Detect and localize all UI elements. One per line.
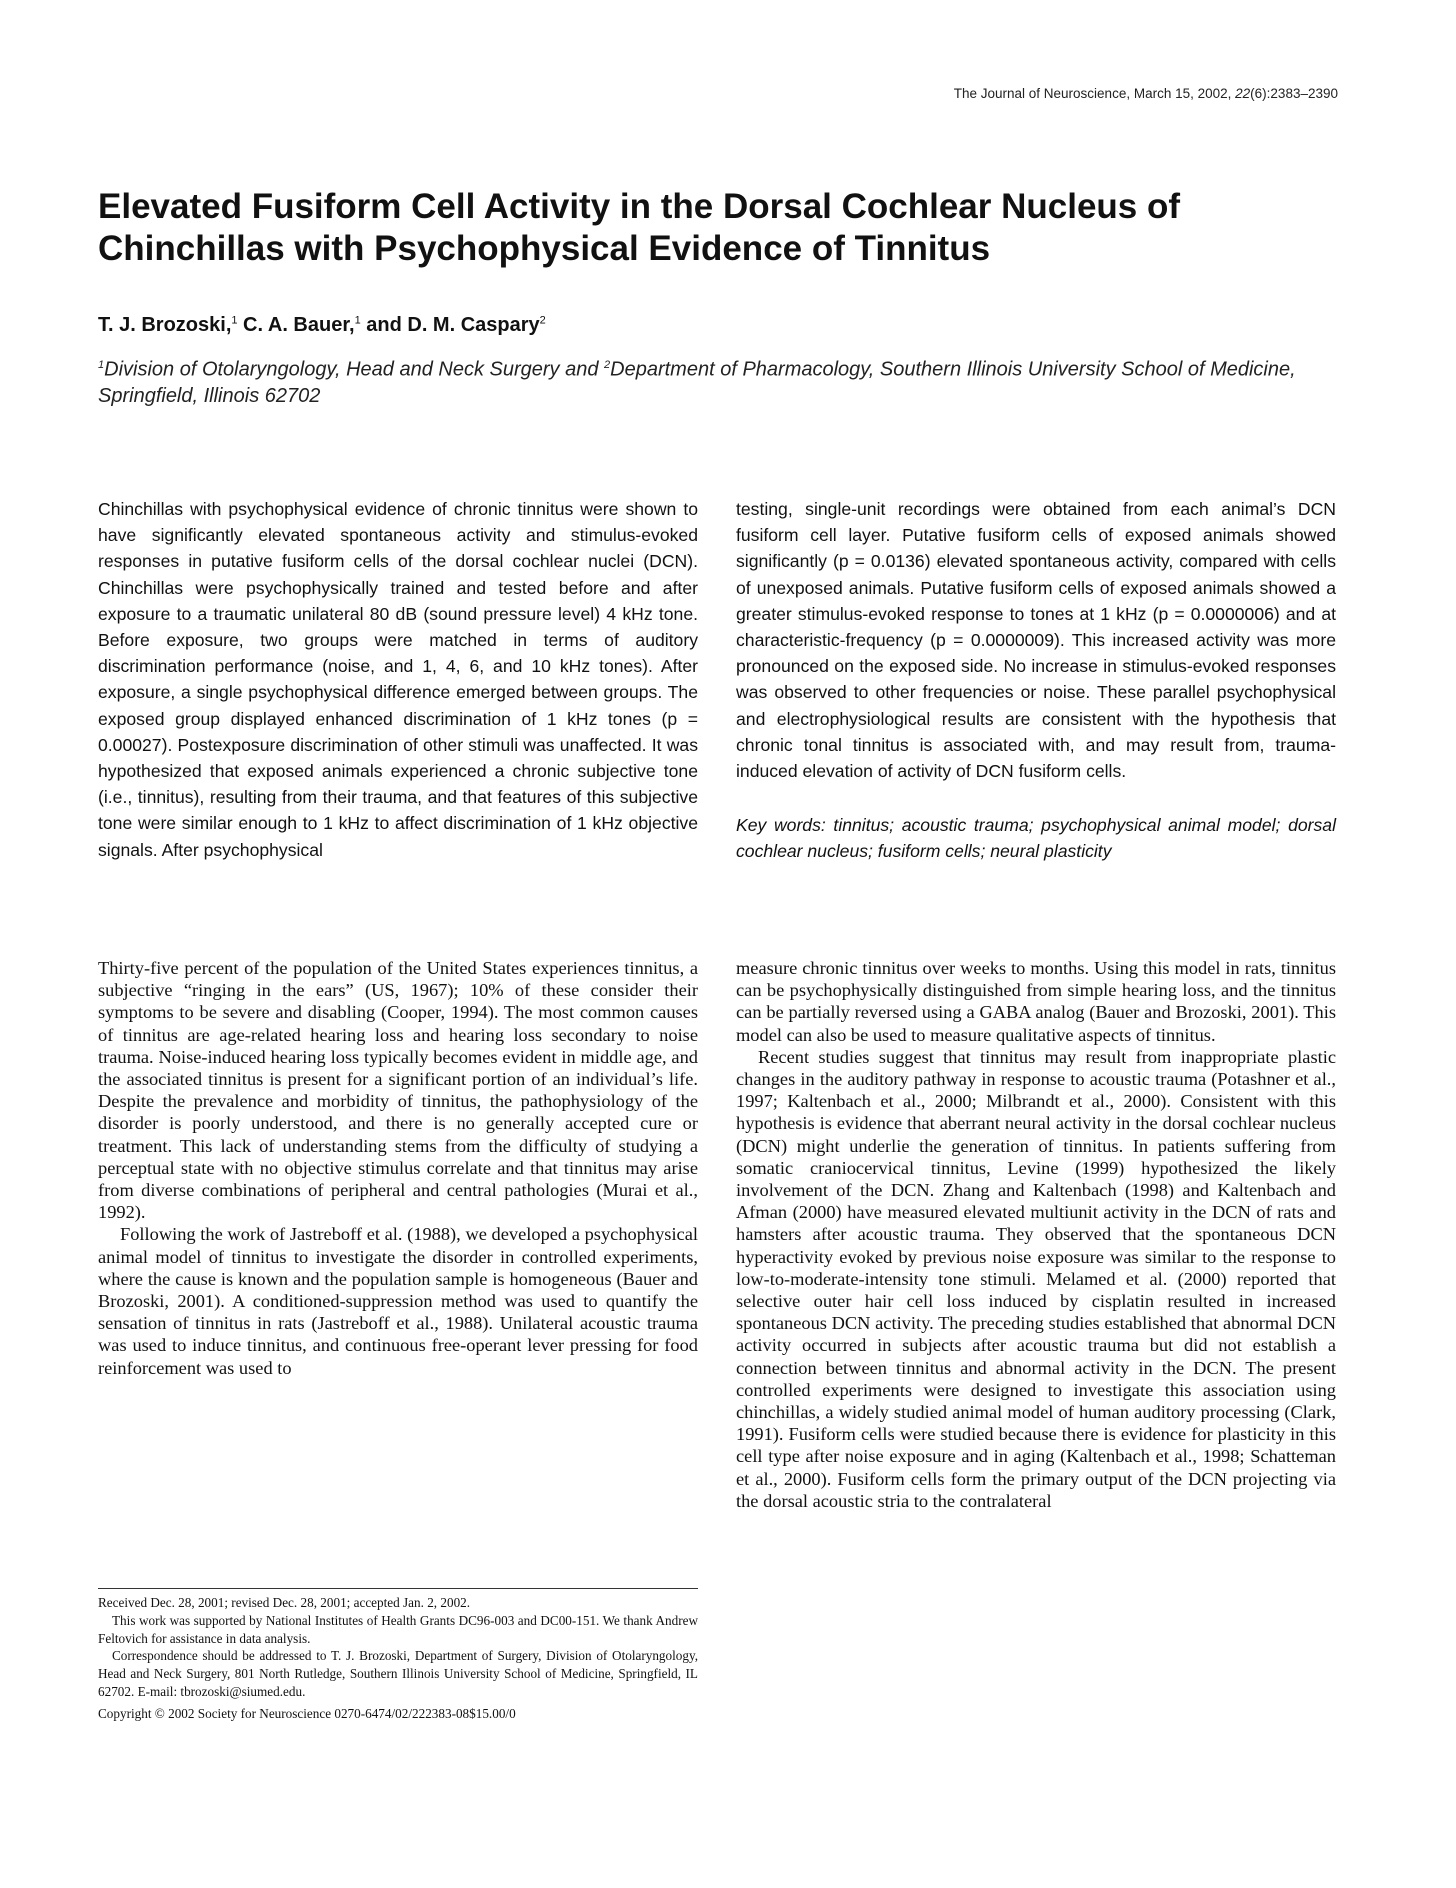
affiliation-2: Department of Pharmacology, Southern Illinois University School of Medicine, Springfield, Illinois 62702 <box>98 358 1296 407</box>
footnote-divider <box>98 1588 698 1589</box>
affiliation-1: Division of Otolaryngology, Head and Neck Surgery and <box>104 358 605 381</box>
abstract-left-column <box>98 496 698 863</box>
abstract-text-left: Chinchillas with psychophysical evidence of chronic tinnitus were shown to have significantly elevated spontaneous activity and stimulus-evoked responses in putative fusiform cells of the dorsal cochlear nuclei (DCN). Chinchillas were psychophysically trained and tested before and after exposure to a traumatic unilateral 80 dB (sound pressure level) 4 kHz tone. Before exposure, two groups were matched in terms of auditory discrimination performance (noise, and 1, 4, 6, and 10 kHz tones). After exposure, a single psychophysical difference emerged between groups. The exposed group displayed enhanced discrimination of 1 kHz tones (p = 0.00027). Postexposure discrimination of other stimuli was unaffected. It was hypothesized that exposed animals experienced a chronic subjective tone (i.e., tinnitus), resulting from their trauma, and that features of this subjective tone were similar enough to 1 kHz to affect discrimination of 1 kHz objective signals. After psychophysical <box>98 499 698 860</box>
affil-mark-2: 2 <box>604 359 611 371</box>
abstract-right-column <box>736 496 1336 865</box>
article-title: Elevated Fusiform Cell Activity in the Dorsal Cochlear Nucleus of Chinchillas with Psychophysical Evidence of Tinnitus <box>98 187 1181 268</box>
author-3-affil-mark: 2 <box>539 314 546 327</box>
affiliations <box>98 352 1358 409</box>
running-head-text: The Journal of Neuroscience, March 15, 2002, <box>953 86 1236 101</box>
funding-note: This work was supported by National Institutes of Health Grants DC96-003 and DC00-151. We thank Andrew Feltovich for assistance in data analysis. <box>98 1612 698 1646</box>
issue-pages: (6):2383–2390 <box>1250 86 1338 101</box>
affil-mark-1: 1 <box>98 359 105 371</box>
author-list <box>98 314 546 337</box>
body-paragraph: Thirty-five percent of the population of the United States experiences tinnitus, a subjective “ringing in the ears” (US, 1967); 10% of these consider their symptoms to be severe and disabling (Cooper, 1994). The most common causes of tinnitus are age-related hearing loss and hearing loss secondary to noise trauma. Noise-induced hearing loss typically becomes evident in middle age, and the associated tinnitus is present for a significant portion of an individual’s life. Despite the prevalence and morbidity of tinnitus, the pathophysiology of the disorder is poorly understood, and there is no generally accepted cure or treatment. This lack of understanding stems from the difficulty of studying a perceptual state with no objective stimulus correlate and that tinnitus may arise from diverse combinations of peripheral and central pathologies (Murai et al., 1992). <box>98 958 698 1223</box>
running-head <box>954 86 1338 101</box>
abstract-text-right: testing, single-unit recordings were obtained from each animal’s DCN fusiform cell layer. Putative fusiform cells of exposed animals showed significantly (p = 0.0136) elevated spontaneous activity, compared with cells of unexposed animals. Putative fusiform cells of exposed animals showed a greater stimulus-evoked response to tones at 1 kHz (p = 0.0000006) and at characteristic-frequency (p = 0.0000009). This increased activity was more pronounced on the exposed side. No increase in stimulus-evoked responses was observed to other frequencies or noise. These parallel psychophysical and electrophysiological results are consistent with the hypothesis that chronic tonal tinnitus is associated with, and may result from, trauma-induced elevation of activity of DCN fusiform cells. <box>736 499 1336 782</box>
copyright-line: Copyright © 2002 Society for Neuroscience 0270-6474/02/222383-08$15.00/0 <box>98 1705 516 1721</box>
keywords: Key words: tinnitus; acoustic trauma; psychophysical animal model; dorsal cochlear nucleus; fusiform cells; neural plasticity <box>736 815 1336 862</box>
body-paragraph: Following the work of Jastreboff et al. (1988), we developed a psychophysical animal model of tinnitus to investigate the disorder in controlled experiments, where the cause is known and the population sample is homogeneous (Bauer and Brozoski, 2001). A conditioned-suppression method was used to quantify the sensation of tinnitus in rats (Jastreboff et al., 1988). Unilateral acoustic trauma was used to induce tinnitus, and continuous free-operant lever pressing for food reinforcement was used to <box>98 1224 698 1378</box>
author-1-affil-mark: 1 <box>231 314 238 327</box>
author-1: T. J. Brozoski, <box>98 314 232 336</box>
author-2: C. A. Bauer, <box>237 314 355 336</box>
body-paragraph: measure chronic tinnitus over weeks to months. Using this model in rats, tinnitus can be psychophysically distinguished from simple hearing loss, and the tinnitus can be partially reversed using a GABA analog (Bauer and Brozoski, 2001). This model can also be used to measure qualitative aspects of tinnitus. <box>736 958 1336 1045</box>
correspondence-note: Correspondence should be addressed to T. J. Brozoski, Department of Surgery, Division of Otolaryngology, Head and Neck Surgery, 801 North Rutledge, Southern Illinois University School of Medicine, Springfield, IL 62702. E-mail: tbrozoski@siumed.edu. <box>98 1648 698 1699</box>
received-dates: Received Dec. 28, 2001; revised Dec. 28, 2001; accepted Jan. 2, 2002. <box>98 1595 471 1610</box>
body-right-column <box>736 957 1336 1512</box>
body-left-column <box>98 957 698 1379</box>
author-3: and D. M. Caspary <box>360 314 540 336</box>
footnotes <box>98 1594 698 1723</box>
body-paragraph: Recent studies suggest that tinnitus may result from inappropriate plastic changes in the auditory pathway in response to acoustic trauma (Potashner et al., 1997; Kaltenbach et al., 2000; Milbrandt et al., 2000). Consistent with this hypothesis is evidence that aberrant neural activity in the dorsal cochlear nucleus (DCN) might underlie the generation of tinnitus. In patients suffering from somatic craniocervical tinnitus, Levine (1999) hypothesized the likely involvement of the DCN. Zhang and Kaltenbach (1998) and Kaltenbach and Afman (2000) have measured elevated multiunit activity in the DCN of rats and hamsters after acoustic trauma. They observed that the spontaneous DCN hyperactivity evoked by previous noise exposure was similar to the response to low-to-moderate-intensity tone stimuli. Melamed et al. (2000) reported that selective outer hair cell loss induced by cisplatin resulted in increased spontaneous DCN activity. The preceding studies established that abnormal DCN activity occurred in subjects after acoustic trauma but did not establish a connection between tinnitus and abnormal activity in the DCN. The present controlled experiments were designed to investigate this association using chinchillas, a widely studied animal model of human auditory processing (Clark, 1991). Fusiform cells were studied because there is evidence for plasticity in this cell type after noise exposure and in aging (Kaltenbach et al., 1998; Schatteman et al., 2000). Fusiform cells form the primary output of the DCN projecting via the dorsal acoustic stria to the contralateral <box>736 1046 1336 1511</box>
volume-number: 22 <box>1235 86 1251 101</box>
author-2-affil-mark: 1 <box>354 314 361 327</box>
